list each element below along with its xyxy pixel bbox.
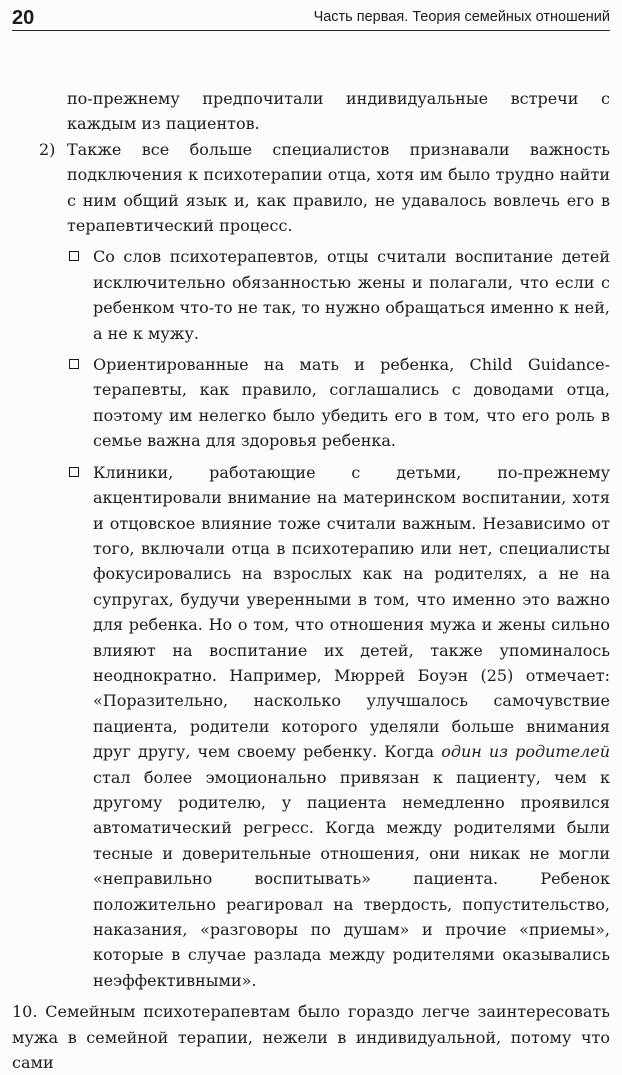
running-header xyxy=(12,6,610,31)
continuation-paragraph: по-прежнему предпочитали индивидуальные встречи с каждым из пациентов. xyxy=(67,89,610,134)
page-body xyxy=(0,86,622,1075)
bullet-item xyxy=(93,460,610,994)
bullet-text: Ориентированные на мать и ребенка, Child Guidance-терапевты, как правило, соглашались с доводами отца, поэтому им нелегко было убедить его в том, что его роль в семье важна для здоровья ребенка. xyxy=(93,355,610,451)
running-title: Часть первая. Теория семейных отношений xyxy=(313,9,610,25)
bullet-text-italic: один из родителей xyxy=(441,742,610,762)
square-bullet-icon xyxy=(69,251,79,261)
numbered-item-2 xyxy=(39,137,610,239)
item-2-text: Также все больше специалистов признавали важность подключения к психотерапии отца, хотя им было трудно найти с ним общий язык и, как правило, не удавалось вовлечь его в терапевтический процесс. xyxy=(67,139,610,236)
bullet-item xyxy=(93,352,610,454)
bullet-item xyxy=(93,244,610,346)
page-number: 20 xyxy=(12,7,35,29)
item-number: 2) xyxy=(39,139,56,159)
bullet-text-part: стал более эмоционально привязан к пациенту, чем к другому родителю, у пациента немедленно проявился автоматический регресс. Когда между родителями были тесные и доверительные отношения, они никак не могли «неправильно воспитывать» пациента. Ребенок положительно реагировал на твердость, попустительство, наказания, «разговоры по душам» и прочие «приемы», которые в случае разлада между родителями оказывались неэффективными». xyxy=(93,767,610,990)
numbered-paragraph-10: 10. Семейным психотерапевтам было гораздо легче заинтересовать мужа в семейной терапии, нежели в индивидуальной, потому что сами xyxy=(12,1002,610,1073)
square-bullet-icon xyxy=(69,359,79,369)
bullet-text: Со слов психотерапевтов, отцы считали воспитание детей исключительно обязанностью жены и полагали, что если с ребенком что-то не так, то нужно обращаться именно к ней, а не к мужу. xyxy=(93,247,610,343)
square-bullet-icon xyxy=(69,467,79,477)
bullet-text-part: Клиники, работающие с детьми, по-прежнему акцентировали внимание на материнском воспитании, хотя и отцовское влияние тоже считали важным. Независимо от того, включали отца в психотерапию или нет, специалисты фокусировались на взрослых как на родителях, а не на супругах, будучи уверенными в том, что именно это важно для ребенка. Но о том, что отношения мужа и жены сильно влияют на воспитание их детей, также упоминалось неоднократно. Например, Мюррей Боуэн (25) отмечает: «Поразительно, насколько улучшалось самочувствие пациента, родители которого уделяли больше внимания друг другу, чем своему ребенку. Когда xyxy=(93,462,610,762)
